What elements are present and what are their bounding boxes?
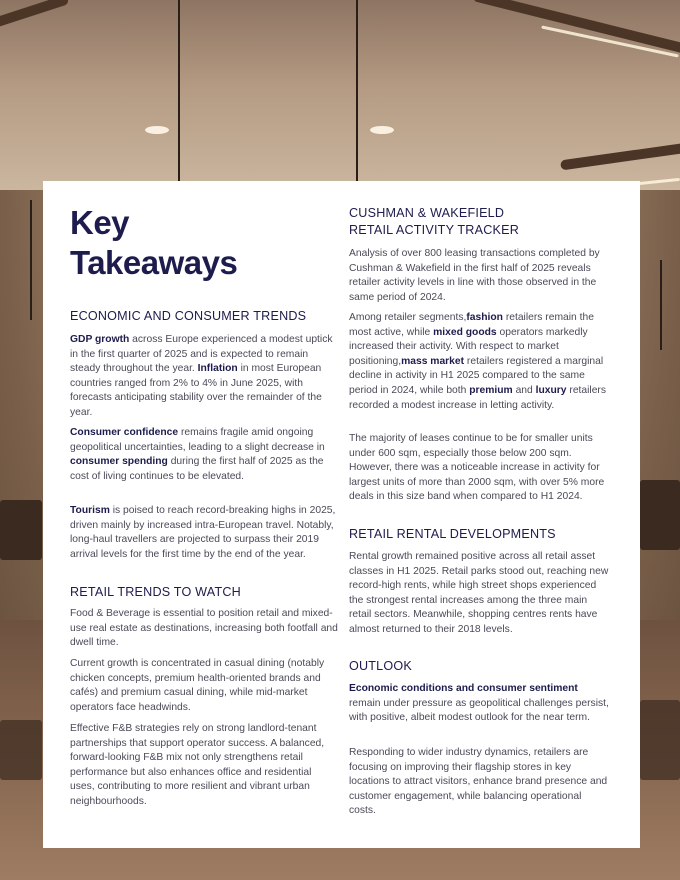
outlook-paragraph-2: Responding to wider industry dynamics, retailers are focusing on improving their flagship stores in key locations to attract visitors, enhance brand presence and customer engagement, while balancing operational costs. bbox=[349, 747, 608, 817]
tracker-paragraph-3: The majority of leases continue to be for smaller units under 600 sqm, especially those below 200 sqm. However, there was a noticeable increase in activity for largest units of more than 2000 sqm, with over 5% more deals in this size band when compared to H1 2024. bbox=[349, 433, 605, 503]
retail-paragraph-3: Effective F&B strategies rely on strong landlord-tenant partnerships that support operator success. A balanced, forward-looking F&B mix not only strengthens retail performance but also enhances office and residential uses, contributing to more resilient and vibrant urban neighbourhoods. bbox=[70, 723, 325, 807]
tracker-paragraph-1: Analysis of over 800 leasing transactions completed by Cushman & Wakefield in the first half of 2025 reveals retailer activity levels in line with those observed in the same period of 2024. bbox=[349, 248, 600, 303]
tracker-paragraph-2: Among retailer segments,fashion retailers remain the most active, while mixed goods operators markedly increased their activity. With respect to market positioning,mass market retailers registered a marginal decline in activity in H1 2025 compared to the same period in 2024, while both premium and luxury retailers recorded a modest increase in letting activity. bbox=[349, 312, 607, 411]
rental-paragraph-1: Rental growth remained positive across all retail asset classes in H1 2025. Retail parks stood out, reaching new record-high rents, while high street shops experienced the strongest rental increases among the three main retail sectors. Meanwhile, shopping centres rents have almost returned to their 2018 levels. bbox=[349, 551, 609, 635]
tracker-heading: CUSHMAN & WAKEFIELD RETAIL ACTIVITY TRACKER bbox=[349, 206, 519, 237]
content-card bbox=[43, 181, 640, 848]
economic-paragraph-1: GDP growth across Europe experienced a modest uptick in the first quarter of 2025 and is expected to remain steady throughout the year. Inflation in most European countries ranged from 2% to 4% in June 2025, with forecasts anticipating stability over the remainder of the year. bbox=[70, 334, 333, 418]
outlook-heading: OUTLOOK bbox=[349, 659, 412, 673]
outlook-paragraph-1: Economic conditions and consumer sentiment remain under pressure as geopolitical challenges persist, with positive, albeit modest outlook for the near term. bbox=[349, 683, 609, 724]
economic-trends-heading: ECONOMIC AND CONSUMER TRENDS bbox=[70, 309, 307, 323]
economic-paragraph-3: Tourism is poised to reach record-breaking highs in 2025, driven mainly by increased intra-European travel. Notably, long-haul travellers are projected to surpass their 2019 arrival levels for the first time by the end of the year. bbox=[70, 505, 336, 560]
rental-developments-heading: RETAIL RENTAL DEVELOPMENTS bbox=[349, 527, 556, 541]
retail-trends-heading: RETAIL TRENDS TO WATCH bbox=[70, 585, 241, 599]
economic-paragraph-2: Consumer confidence remains fragile amid ongoing geopolitical uncertainties, leading to a slight decrease in consumer spending during the first half of 2025 as the cost of living continues to be elevated. bbox=[70, 427, 325, 482]
page-title: Key Takeaways bbox=[70, 204, 238, 281]
retail-paragraph-2: Current growth is concentrated in casual dining (notably chicken concepts, premium health-oriented brands and cafés) and premium casual dining, while mid-market operators face headwinds. bbox=[70, 658, 325, 713]
retail-paragraph-1: Food & Beverage is essential to position retail and mixed-use real estate as destinations, increasing both footfall and dwell time. bbox=[70, 608, 338, 649]
